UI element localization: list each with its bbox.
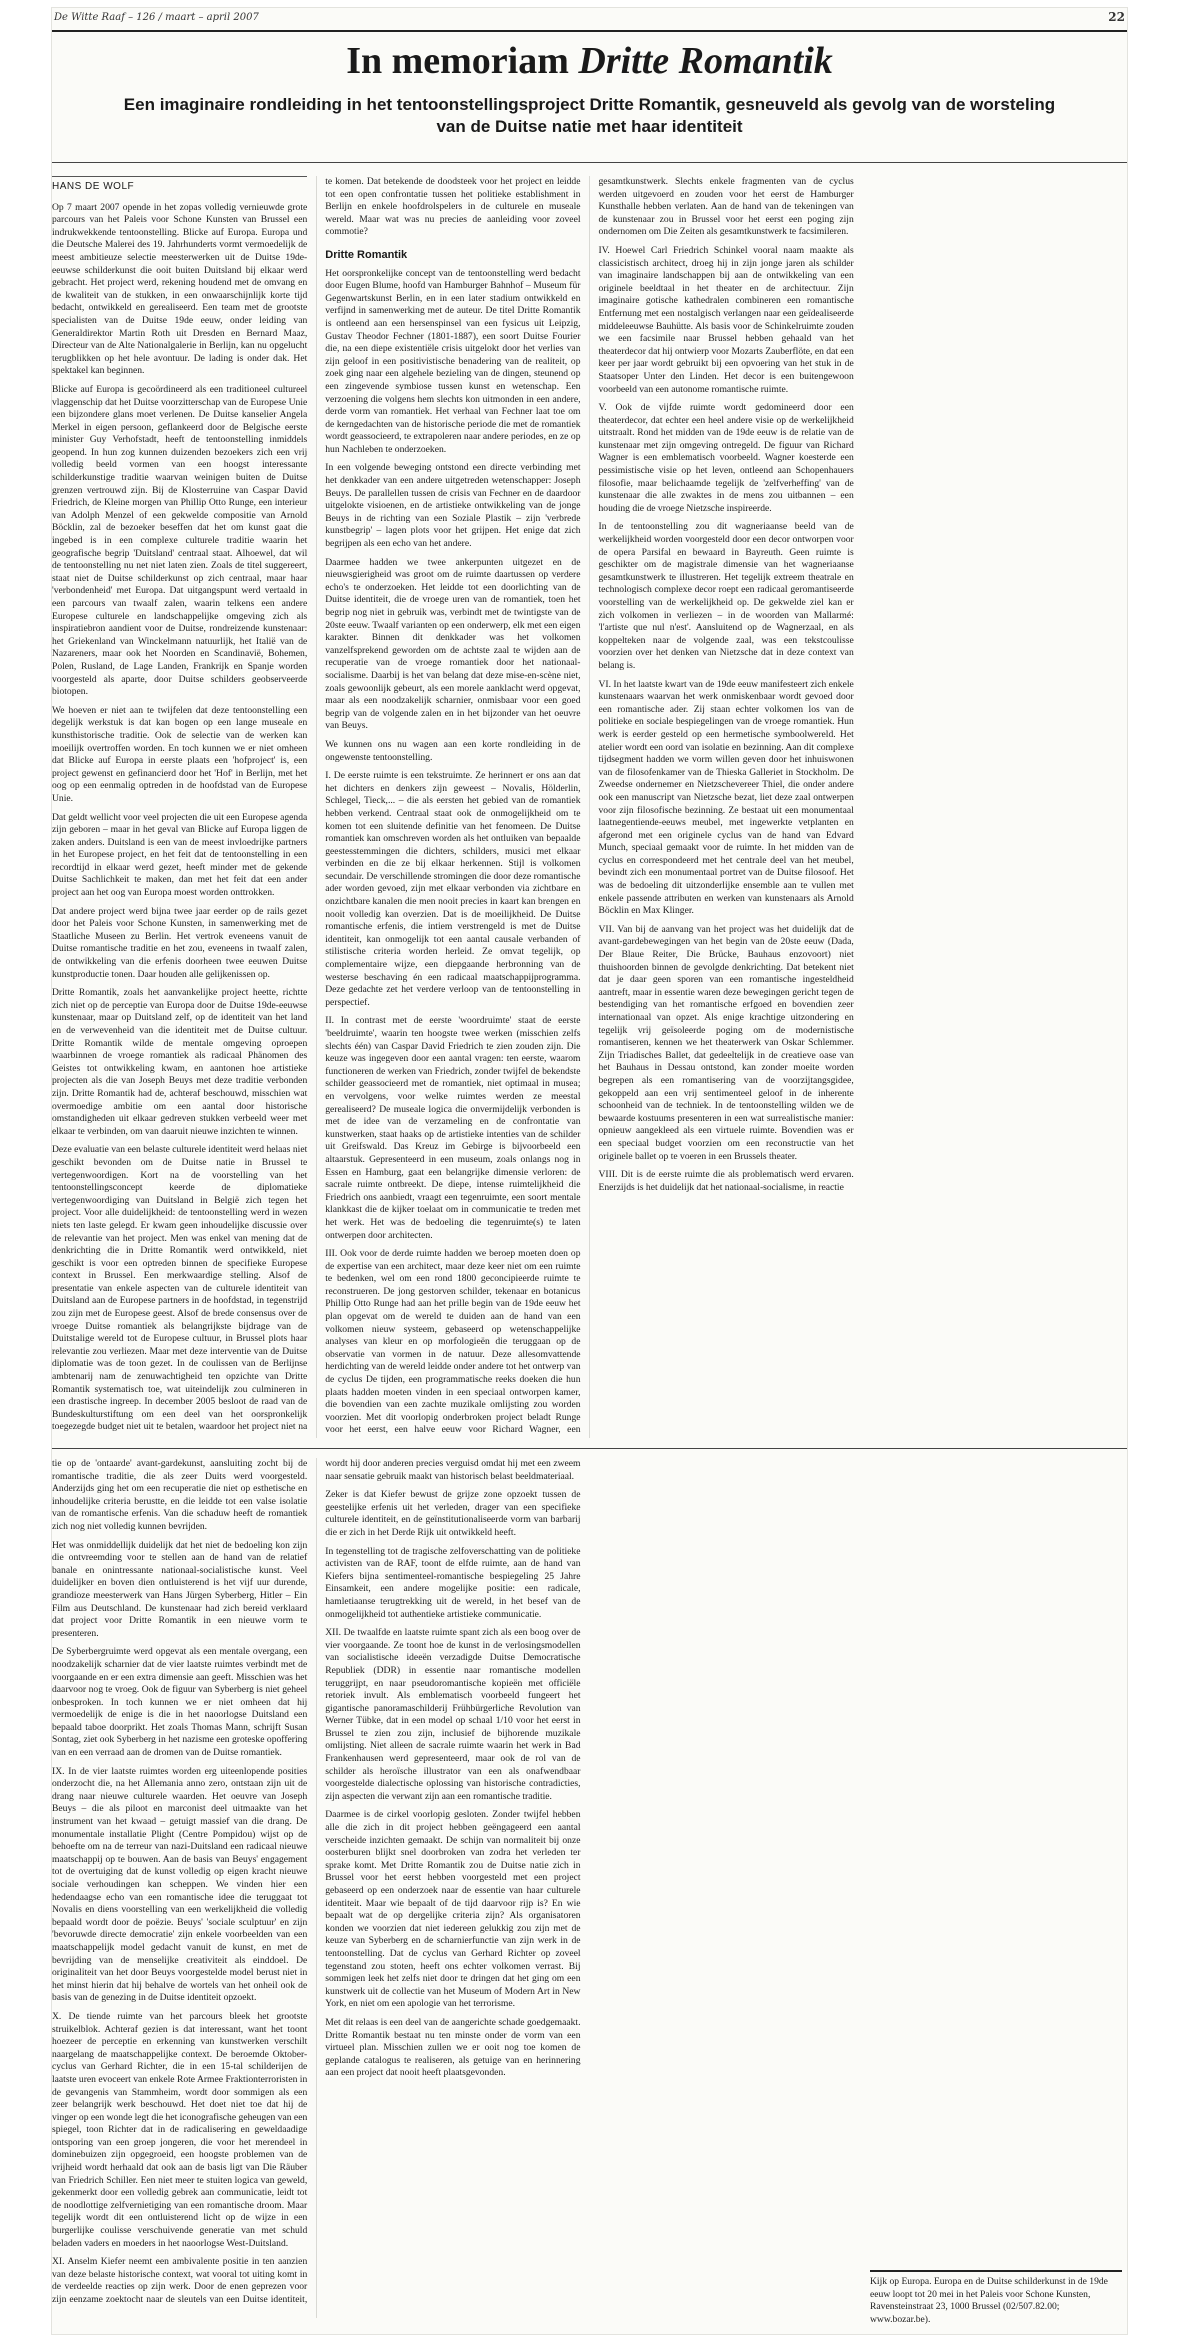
article-paragraph: In tegenstelling tot de tragische zelfoverschatting van de politieke activisten van de RAF, toont de elfde ruimte, aan de hand van Kiefers bijna sentimenteel-romantische bespiegeling 25 Jahre Einsamkeit, een andere mogelijke positie: een radicale, hamletiaanse terugtrekking uit de wereld, in het besef van de onmogelijkheid tot authentieke artistieke communicatie. <box>325 1545 581 1620</box>
title-emphasis: Dritte Romantik <box>578 40 833 82</box>
title-prefix: In memoriam <box>346 40 579 82</box>
article-paragraph: I. De eerste ruimte is een tekstruimte. Ze herinnert er ons aan dat het dichters en denkers zijn geweest – Novalis, Hölderlin, Schlegel, Tieck,... – die als eersten het gebied van de romantiek hebben verkend. Centraal staat ook de onmogelijkheid om te komen tot een sluitende definitie van het fenomeen. De Duitse romantiek kan omschreven worden als het ontluiken van bepaalde geestesstemmingen die dichters, schilders, musici met elkaar verbinden en die ze bij elkaar herkennen. Stijl is volkomen secundair. De verschillende stromingen die door deze romantische ader worden gevoed, zijn met elkaar verbonden via zichtbare en onzichtbare kanalen die men nooit precies in kaart kan brengen en nooit volledig kan overzien. Dat is de moeilijkheid. De Duitse romantische erfenis, die intiem verstrengeld is met de Duitse identiteit, kan onmogelijk tot een aantal causale verbanden of stilistische criteria worden herleid. Ze omvat tegelijk, op complementaire wijze, een diepgaande herbronning van de westerse beschaving én een radicaal maatschappijprogramma. Deze gedachte zet het verdere verloop van de tentoonstelling in perspectief. <box>325 770 581 1008</box>
header-rule <box>52 30 1127 32</box>
article-paragraph: Daarmee is de cirkel voorlopig gesloten. Zonder twijfel hebben alle die zich in dit project hebben geëngageerd een aantal verscheide inzichten gemaakt. De schijn van normaliteit bij onze oosterburen blijkt snel doorbroken van zodra het verleden ter sprake komt. Met Dritte Romantik zou de Duitse natie zich in Brussel voor het eerst hebben voorgesteld met een project gebaseerd op een onderzoek naar de essentie van haar culturele identiteit. Maar wie bepaalt of de tijd daarvoor rijp is? En wie bepaalt wat de op dergelijke criteria zijn? Als organisatoren konden we voorzien dat niet iedereen gelukkig zou zijn met de keuze van Syberberg en de scharnierfunctie van zijn werk in de tentoonstelling. Dat de cyclus van Gerhard Richter op zoveel tegenstand zou stoten, heeft ons echter volkomen verrast. Bij sommigen leek het zelfs niet door te dringen dat het ging om een kunstwerk uit de collectie van het Museum of Modern Art in New York, en niet om een apologie van het terrorisme. <box>325 1809 581 2010</box>
article-paragraph: VII. Van bij de aanvang van het project was het duidelijk dat de avant-gardebewegingen van het begin van de 20ste eeuw (Dada, Der Blaue Reiter, Die Brücke, Bauhaus enzovoort) niet thuishoorden binnen de gevolgde denkrichting. Dat betekent niet dat je daar geen sporen van een romantische ingesteldheid aantreft, maar in essentie waren deze bewegingen gericht tegen de bestendiging van het romantische erfgoed en bovendien zeer internationaal van opzet. Als enige krachtige uitzondering en tegelijk vrij geïsoleerde poging om de modernistische romantiseren, kennen we het theaterwerk van Oskar Schlemmer. Zijn Triadisches Ballet, dat gedeeltelijk in de creatieve oase van het Bauhaus in Dessau ontstond, kan zonder moeite worden begrepen als een romantisering van de voorzijtangsgidee, gekoppeld aan een vrij sentimenteel geloof in de inherente schoonheid van de techniek. In de tentoonstelling wilden we de bewaarde kostuums presenteren in een wat surrealistische manier: opnieuw aangekleed als een virtuele ruimte. Bovendien was er een speciaal budget voorzien om een reconstructie van het originele ballet op te voeren in een Brussels theater. <box>598 923 854 1162</box>
article-paragraph: Dritte Romantik, zoals het aanvankelijke project heette, richtte zich niet op de perceptie van Europa door de Duitse 19de-eeuwse kunstenaar, maar op Duitsland zelf, op de identiteit van het land en de verwevenheid van die identiteit met de Duitse cultuur. Dritte Romantik wilde de mentale omgeving oproepen waarbinnen de vroege romantiek als radicaal Phänomen des Geistes tot ontwikkeling kwam, en aantonen hoe artistieke projecten als die van Joseph Beuys met deze traditie verbonden zijn. Dritte Romantik had de, achteraf beschouwd, misschien wat overmoedige ambitie om een aantal door historische omstandigheden uit elkaar gedreven stukken verbeeld weer met elkaar te verbinden, om van daaruit nieuwe inzichten te winnen. <box>52 987 308 1137</box>
article-paragraph: IV. Hoewel Carl Friedrich Schinkel vooral naam maakte als classicistisch architect, droeg hij in zijn jonge jaren als schilder van imaginaire landschappen bij aan de ontwikkeling van een originele beeldtaal in het theater en de architectuur. Zijn imaginaire gotische kathedralen combineren een romantische Entfernung met een nostalgisch verlangen naar een geïdealiseerde middeleeuwse Bauhütte. Als basis voor de Schinkelruimte zouden we een facsimile naar Brussel hebben gehaald van het theaterdecor dat hij ontwierp voor Mozarts Zauberflöte, en dat een keer per jaar wordt gebruikt bij een opvoering van het stuk in de Staatsoper Unter den Linden. Het decor is een buitengewoon voorbeeld van een autonome romantische ruimte. <box>598 244 854 395</box>
author-byline: HANS DE WOLF <box>52 176 307 194</box>
article-paragraph: Daarmee hadden we twee ankerpunten uitgezet en de nieuwsgierigheid was groot om de ruimte daartussen op verdere echo's te onderzoeken. Het leidde tot een doorlichting van de Duitse identiteit, die de vroege uren van de romantiek, toen het begrip nog niet in gebruik was, verbindt met de twintigste van de 20ste eeuw. Twaalf varianten op een onderwerp, elk met een eigen karakter. Binnen dit denkkader was het volkomen vanzelfsprekend geworden om de achtste zaal te wijden aan de recuperatie van de vroege romantiek door het nationaal-socialisme. Daarbij is het van belang dat deze mise-en-scène niet, zoals gewoonlijk gebeurt, als een morele aanklacht werd opgevat, maar als een noodzakelijk scharnier, onmisbaar voor een goed begrip van de volgende zalen en in het bijzonder van het oeuvre van Beuys. <box>325 556 581 732</box>
article-paragraph: Dat geldt wellicht voor veel projecten die uit een Europese agenda zijn geboren – maar in het geval van Blicke auf Europa liggen de zaken anders. Duitsland is een van de meest invloedrijke partners in het Europese project, en het feit dat de tentoonstelling in een recordtijd in elkaar werd gezet, heeft minder met de gekende Duitse Sachlichkeit te maken, dan met het feit dat een ander project aan het oog van Europa moest worden onttrokken. <box>52 811 308 899</box>
article-paragraph: Deze evaluatie van een belaste culturele identiteit werd helaas niet geschikt bevonden om de Duitse natie in Brussel te vertegenwoordigen. Kort na de voorstelling van het tentoonstellingsconcept keerde de diplomatieke vertegenwoordiging van Duitsland in België zich tegen het project. Voor alle duidelijkheid: de tentoonstelling werd in wezen niets ten laste gelegd. Er kwam geen inhoudelijke discussie over de relevantie van het project. Men was enkel van mening dat de denkrichting die in Dritte Romantik werd ontwikkeld, niet geschikt is voor een optreden binnen de specifieke Europese context in Brussel. Een merkwaardige stelling. Alsof de presentatie van enkele aspecten van de culturele identiteit van Duitsland aan de Europese partners in de hoofdstad, in tegenstrijd zou zijn met de Europese geest. Alsof de brede consensus over de vroege Duitse romantiek als belangrijkste bijdrage van de Duitstalige wereld tot de Europese cultuur, in Brussel plots haar relevantie zou verliezen. Maar met deze interventie van de Duitse diplomatie was de toon gezet. In de coulissen van de Berlijnse ambtenarij nam de zenuwachtigheid ten opzichte van Dritte Romantik systematisch toe, wat uiteindelijk zou culmineren in een drastische ingreep. In december 2005 besloot de raad van de Bundeskulturstiftung om een deel van het oorspronkelijk toegezegde budget niet uit te betalen, waardoor het project niet na te komen. Dat betekende de doodsteek voor het project en leidde tot een open confrontatie tussen het politieke establishment in Berlijn en enkele hoofdrolspelers in de culturele en museale wereld. Maar wat was nu precies de aanleiding voor zoveel commotie? <box>52 176 581 1433</box>
article-paragraph: VIII. Dit is de eerste ruimte die als problematisch werd ervaren. Enerzijds is het duidelijk dat het nationaal-socialisme, in reactie <box>598 1169 854 1193</box>
article-paragraph: In de tentoonstelling zou dit wagneriaanse beeld van de werkelijkheid worden voorgesteld door een decor ontworpen voor de opera Parsifal en bewaard in Bayreuth. Geen ruimte is geschikter om de magistrale dimensie van het wagneriaanse gesamtkunstwerk te illustreren. Het tegelijk extreem theatrale en technologisch complexe decor roept een radicaal geromantiseerde voorstelling van de werkelijkheid op. De gekwelde ziel kan er zich volkomen in verliezen – in de woorden van Mallarmé: 'l'artiste que nul n'est'. Aansluitend op de Wagnerzaal, en als koppelteken naar de volgende zaal, was een tekstcoulisse voorzien over het denken van Nietzsche dat in deze context van belang is. <box>598 521 854 671</box>
article-body-lower <box>52 1458 1127 2318</box>
article-body-upper <box>52 176 1127 1438</box>
article-paragraph: Op 7 maart 2007 opende in het zopas volledig vernieuwde grote parcours van het Paleis voor Schone Kunsten van Brussel een indrukwekkende tentoonstelling. Blicke auf Europa. Europa und die Deutsche Malerei des 19. Jahrhunderts vormt vermoedelijk de meest ambitieuze selectie meesterwerken uit de Duitse 19de-eeuwse schilderkunst die ooit buiten Duitsland bij elkaar werd gebracht. Het project werd, rekening houdend met de omvang en de kwaliteit van de stukken, in een onwaarschijnlijk korte tijd bedacht, ontwikkeld en gerealiseerd. Een team met de grootste specialisten van de Duitse 19de eeuw, onder leiding van Generaldirektor Martin Roth uit Dresden en Bernard Maaz, Directeur van de Alte Nationalgalerie in Berlijn, kan nu opgelucht terugblikken op het hele avontuur. De lading is onder dak. Het spektakel kan beginnen. <box>52 201 308 377</box>
article-paragraph: XII. De twaalfde en laatste ruimte spant zich als een boog over de vier voorgaande. Ze toont hoe de kunst in de verlosingsmodellen van socialistische ideeën verzadigde Duitse Democratische Republiek (DDR) in essentie naar romantische modellen teruggrijpt, en naar pseudoromantische kopieën met officiële retoriek invult. Als emblematisch voorbeeld fungeert het gigantische panoramaschilderij Frühbürgerliche Revolution van Werner Tübke, dat in een model op schaal 1/10 voor het eerst in Brussel te zien zou zijn, inclusief de bijhorende muzikale omlijsting. Niet alleen de sacrale ruimte waarin het werk in Bad Frankenhausen werd gepresenteerd, maar ook de rol van de schilder als heroïsche illustrator van een als onafwendbaar voorgestelde dialectische oplossing van historische contradicties, zijn aspecten die verwant zijn aan een romantische traditie. <box>325 1627 581 1802</box>
article-paragraph: III. Ook voor de derde ruimte hadden we beroep moeten doen op de expertise van een architect, maar deze keer niet om een ruimte te bedenken, wel om een rond 1800 geconcipieerde ruimte te reconstrueren. De jong gestorven schilder, tekenaar en botanicus Phillip Otto Runge had aan het prille begin van de 19de eeuw het plan opgevat om de wereld te duiden aan de hand van een volkomen nieuw systeem, gebaseerd op wetenschappelijke analyses van kleur en op morfologieën die teruggaan op de observatie van vormen in de natuur. Deze allesomvattende herdichting van de wereld leidde onder andere tot het ontwerp van de cyclus De tijden, een programmatische reeks doeken die hun plaats hadden moeten vinden in een speciaal ontworpen kamer, die bovendien van een zachte muzikale omlijsting zou worden voorzien. Met dit voorlopig onderbroken project beladt Runge voor het eerst, een halve eeuw voor Richard Wagner, een gesamtkunstwerk. Slechts enkele fragmenten van de cyclus werden uitgevoerd en zouden voor het eerst de Hamburger Kunsthalle hebben verlaten. Aan de hand van de tekeningen van de kunstenaar zou in Brussel voor het eerst een poging zijn ondernomen om Die Zeiten als gesamtkunstwerk te facsimileren. <box>325 176 854 1436</box>
page-number: 22 <box>1108 10 1125 24</box>
article-paragraph: VI. In het laatste kwart van de 19de eeuw manifesteert zich enkele kunstenaars waarvan het werk onmiskenbaar wordt gevoed door een romantische ader. Zij staan echter volkomen los van de politieke en sociale bespiegelingen van de vroege romantiek. Hun werk is eerder gesteld op een hermetische symboolwereld. Het atelier wordt een oord van isolatie en bezinning. Aan dit complexe tijdsegment hadden we vorm willen geven door het inhuiswonen van de filosofenkamer van de Thieska Galleriet in Stockholm. De Zweedse ondernemer en Nietzschevereer Thiel, die onder andere ook een manuscript van Nietzsche bezat, liet deze zaal ontwerpen voor zijn filosofische bezinning. Ze bestaat uit een monumentaal laatnegentiende-eeuws meubel, met ingewerkte vetplanten en afgerond met een originele cyclus van de hand van Edvard Munch, speciaal gemaakt voor de ruimte. In het midden van de cyclus en correspondeerd met het centrale deel van het meubel, bevindt zich een monumentaal portret van de Duitse filosoof. Het was de bedoeling dit uitzonderlijke ensemble aan te vullen met enkele passende attributen en werken van kunstenaars als Arnold Böcklin en Max Klinger. <box>598 678 854 917</box>
article-paragraph: IX. In de vier laatste ruimtes worden erg uiteenlopende posities onderzocht die, na het Allemania anno zero, ontstaan zijn uit de drang naar nieuwe culturele waarden. Het oeuvre van Joseph Beuys – die als piloot en marconist deel uitmaakte van het instrument van het kwaad – getuigt massief van die drang. De monumentale installatie Plight (Centre Pompidou) wijst op de behoefte om na de terreur van nazi-Duitsland een radicaal nieuwe maatschappij op te bouwen. Aan de basis van Beuys' engagement tot de overtuiging dat de kunst volledig op eigen kracht nieuwe sociale verhoudingen kan scheppen. We vinden hier een hedendaagse echo van een romantische idee die teruggaat tot Novalis en diens voorstelling van een werkelijkheid die volledig bepaald wordt door de poëzie. Beuys' 'sociale sculptuur' en zijn 'bevoruwde directe democratie' zijn enkele voorbeelden van een maatschappelijk model gedacht vanuit de kunst, en met de bevrijding van de menselijke creativiteit als einddoel. De originaliteit van het door Beuys voorgestelde model berust niet in het minst hierin dat hij behalve de wortels van het onheil ook de basis van de genezing in de Duitse identiteit opzoekt. <box>52 1765 308 2004</box>
article-paragraph: Dat andere project werd bijna twee jaar eerder op de rails gezet door het Paleis voor Schone Kunsten, in samenwerking met de Staatliche Museen zu Berlin. Het vertrok eveneens vanuit de Duitse romantische traditie en het zou, eveneens in twaalf zalen, de ontwikkeling van die erfenis doorheen twee eeuwen Duitse kunstproductie tonen. Daar houden alle gelijkenissen op. <box>52 905 308 980</box>
article-paragraph: XI. Anselm Kiefer neemt een ambivalente positie in ten aanzien van deze belaste historische context, wat vooral tot uiting komt in de verdeelde reacties op zijn werk. Door de enen geprezen voor zijn eenzame zoektocht naar de sleutels van een Duitse identiteit, wordt hij door anderen precies verguisd omdat hij met een zweem naar sensatie gebruik maakt van historisch belast beeldmateriaal. <box>52 1458 581 2305</box>
article-paragraph: Het oorspronkelijke concept van de tentoonstelling werd bedacht door Eugen Blume, hoofd van Hamburger Bahnhof – Museum für Gegenwartskunst Berlin, en in een later stadium ontwikkeld en verfijnd in samenwerking met de auteur. De titel Dritte Romantik is ontleend aan een hersenspinsel van een fysicus uit Leipzig, Gustav Theodor Fechner (1801-1887), een soort Duitse Fourier die, na een diepe existentiële crisis uitgelokt door het verlies van zijn geloof in een positivistische benadering van de realiteit, op zoek ging naar een algehele bezieling van de dingen, steunend op een zingevende symbiose tussen kunst en wetenschap. Een verzoening die volgens hem slechts kon uitmonden in een andere, derde vorm van romantiek. Het verhaal van Fechner laat toe om de kerngedachten van de historische periode die met de romantiek wordt geassocieerd, te extrapoleren naar andere periodes, en ze op hun Nachleben te onderzoeken. <box>325 267 581 455</box>
article-subtitle: Een imaginaire rondleiding in het tentoonstellingsproject Dritte Romantik, gesneuveld als gevolg van de worsteling van de Duitse natie met haar identiteit <box>123 95 1056 136</box>
article-paragraph: Zeker is dat Kiefer bewust de grijze zone opzoekt tussen de geestelijke erfenis uit het verleden, drager van een specifieke culturele identiteit, en de geïnstitutionaliseerde vorm van barbarij die er zich in het Derde Rijk uit ontwikkeld heeft. <box>325 1489 581 1538</box>
article-paragraph: Het was onmiddellijk duidelijk dat het niet de bedoeling kon zijn die ontvreemding voor te stellen aan de hand van de relatief banale en onintressante nationaal-socialistische kunst. Veel duidelijker en boven dien ontluisterend is het vijf uur durende, grandioze meesterwerk van Hans Jürgen Syberberg, Hitler – Ein Film aus Deutschland. De kunstenaar had zich bereid verklaard dat project voor Dritte Romantik in een nieuwe vorm te presenteren. <box>52 1539 308 1639</box>
article-paragraph: We hoeven er niet aan te twijfelen dat deze tentoonstelling een degelijk werkstuk is dat kan bogen op een lange museale en kunsthistorische traditie. Ook de selectie van de werken kan moeilijk overtroffen worden. En toch kunnen we er niet omheen dat Blicke auf Europa in eerste plaats een 'hofproject' is, een project gewenst en gefinancierd door het 'Hof' in Berlijn, met het oog op een eenmalig optreden in de hoofdstad van de Europese Unie. <box>52 704 308 804</box>
article-paragraph: II. In contrast met de eerste 'woordruimte' staat de eerste 'beeldruimte', waarin ten hoogste twee werken (misschien zelfs slechts één) van Caspar David Friedrich te zien zouden zijn. Die keuze was ingegeven door een aantal vragen: ten eerste, waarom functioneren de werken van Friedrich, zonder twijfel de bekendste schilder geassocieerd met de romantiek, niet optimaal in musea; en vervolgens, voor welke ruimtes werden ze meestal gerealiseerd? De museale logica die onvermijdelijk verbonden is met de idee van de verzameling en de confrontatie van kunstwerken, staat haaks op de artistieke intenties van de schilder uit Greifswald. Das Kreuz im Gebirge is bijvoorbeeld een altaarstuk. Gepresenteerd in een museum, zoals onlangs nog in Essen en Hamburg, gaat een belangrijke dimensie verloren: de sacrale ruimte ontbreekt. De diepe, intense ruimtelijkheid die Friedrich ons aanbiedt, vraagt een tegenruimte, een soort mentale klankkast die de kijker toelaat om in communicatie te treden met het werk. Het was de bedoeling die tegenruimte(s) te laten ontwerpen door architecten. <box>325 1015 581 1241</box>
article-paragraph: Met dit relaas is een deel van de aangerichte schade goedgemaakt. Dritte Romantik bestaat nu ten minste onder de vorm van een virtueel plan. Misschien zullen we er ooit nog toe komen de geplande catalogus te realiseren, als getuige van en herinnering aan een project dat nooit heeft plaatsgevonden. <box>325 2016 581 2079</box>
article-paragraph: V. Ook de vijfde ruimte wordt gedomineerd door een theaterdecor, dat echter een heel andere visie op de werkelijkheid uitstraalt. Rond het midden van de 19de eeuw is de relatie van de kunstenaar met zijn omgeving ontregeld. De figuur van Richard Wagner is een emblematisch voorbeeld. Wagner koesterde een pessimistische visie op het leven, ontleend aan Schopenhauers filosofie, maar belichaamde tegelijk de 'zelfverheffing' van de kunstenaar die alle zwaktes in de mens zou uitbannen – een houding die de vroege Nietzsche inspireerde. <box>598 402 854 514</box>
publication-line: De Witte Raaf – 126 / maart – april 2007 <box>54 12 259 23</box>
article-paragraph: tie op de 'ontaarde' avant-gardekunst, aansluiting zocht bij de romantische traditie, die als zeer Duits werd voorgesteld. Anderzijds ging het om een recuperatie die niet op esthetische en inhoudelijke criteria berustte, en die leidde tot een valse isolatie van de romantische erfenis. Van die schaduw heeft de romantiek zich nog niet volledig kunnen bevrijden. <box>52 1458 308 1532</box>
newspaper-page <box>52 8 1127 2334</box>
section-heading: Dritte Romantik <box>325 248 408 261</box>
running-header <box>52 12 1127 28</box>
title-rule <box>52 162 1127 163</box>
article-paragraph: We kunnen ons nu wagen aan een korte rondleiding in de ongewenste tentoonstelling. <box>325 738 581 763</box>
article-paragraph: In een volgende beweging ontstond een directe verbinding met het denkkader van een andere uitgetreden wetenschapper: Joseph Beuys. De parallellen tussen de crisis van Fechner en de daardoor uitgelokte visioenen, en de artistieke ontwikkeling van de jonge Beuys in de richting van een Soziale Plastik – zijn 'verbrede kunstbegrip' – lagen plots voor het grijpen. Het enige dat zich begrijpen als een echo van het andere. <box>325 462 581 550</box>
article-paragraph: X. De tiende ruimte van het parcours bleek het grootste struikelblok. Achteraf gezien is dat interessant, want het toont hoezeer de perceptie en erkenning van kunstwerken verschilt naargelang de maatschappelijke context. De beroemde Oktober-cyclus van Gerhard Richter, die in een 15-tal schilderijen de laatste uren evoceert van enkele Rote Armee Fraktionterroristen in de gevangenis van Stammheim, wordt door sommigen als een zeer belangrijk werk beschouwd. Het doet niet toe dat hij de vinger op een wonde legt die het iconografische geheugen van een spiegel, toon Richter dat in de radicalisering en geweldaadige ontsporing van een groep jongeren, die voor het merendeel in dominebuizen zijn opgegroeid, een hoogste problemen van de vrijheid wordt herhaald dat ook aan de basis ligt van Die Räuber van Friedrich Schiller. Een niet meer te stuiten logica van geweld, gekenmerkt door een volledig gebrek aan communicatie, leidt tot de noodlottige zelfvernietiging van een romantische droom. Maar tegelijk wordt dit een ontluisterend licht op de wijze in een burgerlijke coulisse verschuivende generatie van met schuld beladen vaders en moeders in het naoorlogse West-Duitsland. <box>52 2010 308 2249</box>
article-paragraph: De Syberbergruimte werd opgevat als een mentale overgang, een noodzakelijk scharnier dat de vier laatste ruimtes verbindt met de voorgaande en er een extra dimensie aan geeft. Misschien was het daarvoor nog te vroeg. Ook de figuur van Syberberg is niet geheel onbesproken. In toch kunnen we er niet omheen dat hij vermoedelijk de enige is die in het naoorlogse Duitsland een bepaald taboe doorprikt. Het zoals Thomas Mann, schrijft Susan Sontag, ziet ook Syberberg in het nazisme een groteske opoffering van en een verraad aan de dromen van de Duitse romantiek. <box>52 1646 308 1759</box>
section-rule <box>52 1448 1127 1449</box>
article-paragraph: Blicke auf Europa is gecoördineerd als een traditioneel cultureel vlaggenschip dat het Duitse voorzitterschap van de Europese Unie een bijzondere glans moet verlenen. De Duitse kanselier Angela Merkel in eigen persoon, geflankeerd door de Belgische eerste minister Guy Verhofstadt, heeft de tentoonstelling inmiddels geopend. In hun zog kunnen duizenden bezoekers zich een vrij volledig beeld vormen van een hoogst interessante schilderkunstige traditie waarvan weinigen buiten de Duitse grenzen vertrouwd zijn. Bij de Klosterruine van Caspar David Friedrich, de Kleine morgen van Phillip Otto Runge, een interieur van Adolph Menzel of een gekwelde compositie van Arnold Böcklin, zal de bezoeker beseffen dat het om kunst gaat die ingebed is in een complexe culturele traditie waarin het geografische begrip 'Duitsland' centraal staat. Alhoewel, dat wil de tentoonstelling nu net niet laten zien. Zoals de titel suggereert, staat niet de Duitse schilderkunst op zich centraal, maar haar 'verbondenheid' met Europa. Dat uitgangspunt werd vertaald in een parcours van twaalf zalen, waarin telkens een andere Europese culturele en landschappelijke omgeving zich als inspiratiebron aandient voor de Duitse, rondreizende kunstenaar: het Griekenland van Winckelmann natuurlijk, het Italië van de Nazareners, maar ook het Noorden en Scandinavië, Bohemen, Polen, Rusland, de Lage Landen, Frankrijk en Spanje worden voorgesteld als aparte, door Duitse schilders geobserveerde biotopen. <box>52 383 308 698</box>
article-title <box>52 38 1127 84</box>
exhibition-info-box: Kijk op Europa. Europa en de Duitse schilderkunst in de 19de eeuw loopt tot 20 mei in het Paleis voor Schone Kunsten, Ravensteinstraat 23, 1000 Brussel (02/507.82.00; www.bozar.be). <box>870 2270 1122 2326</box>
